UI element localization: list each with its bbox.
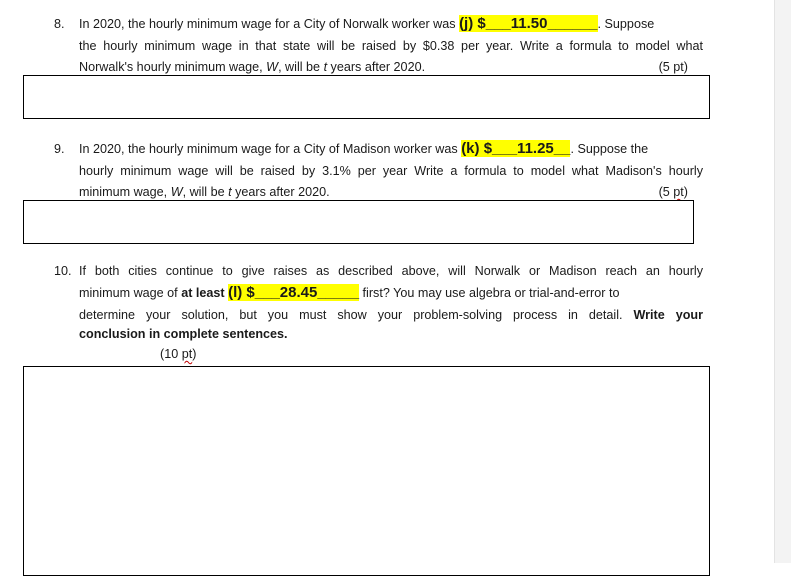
vertical-scrollbar[interactable] (774, 0, 791, 563)
question-number: 8. (54, 17, 65, 31)
answer-highlight: (k) $___11.25__ (461, 140, 571, 157)
answer-highlight: (l) $___28.45_____ (228, 284, 360, 301)
answer-box-10[interactable] (23, 366, 710, 576)
question-line-3: Norwalk's hourly minimum wage, W, will be t years after 2020. (79, 60, 426, 74)
answer-box-8[interactable] (23, 75, 710, 119)
points-label: (5 pt) (658, 60, 688, 74)
answer-box-9[interactable] (23, 200, 694, 244)
question-line-2: the hourly minimum wage in that state will be raised by $0.38 per year. Write a formula to model what (79, 39, 703, 53)
question-line-4: conclusion in complete sentences. (79, 327, 288, 341)
question-line-3: minimum wage, W, will be t years after 2020. (79, 185, 330, 199)
question-line-2: minimum wage of at least (l) $___28.45_____ first? You may use algebra or trial-and-error to (79, 284, 620, 301)
points-label: (10 pt) (160, 347, 197, 361)
points-label: (5 pt) (658, 185, 688, 199)
question-line-1: In 2020, the hourly minimum wage for a City of Madison worker was (k) $___11.25__. Suppose the (79, 140, 649, 157)
question-line-2: hourly minimum wage will be raised by 3.1% per year Write a formula to model what Madison's hourly (79, 164, 703, 178)
question-number: 9. (54, 142, 65, 156)
question-line-1: In 2020, the hourly minimum wage for a City of Norwalk worker was (j) $___11.50______. Suppose (79, 15, 655, 32)
question-line-1: If both cities continue to give raises as described above, will Norwalk or Madison reach an hourly (79, 264, 703, 278)
answer-highlight: (j) $___11.50______ (459, 15, 598, 32)
question-line-3: determine your solution, but you must show your problem-solving process in detail. Write your (79, 308, 704, 322)
question-number: 10. (54, 264, 72, 278)
